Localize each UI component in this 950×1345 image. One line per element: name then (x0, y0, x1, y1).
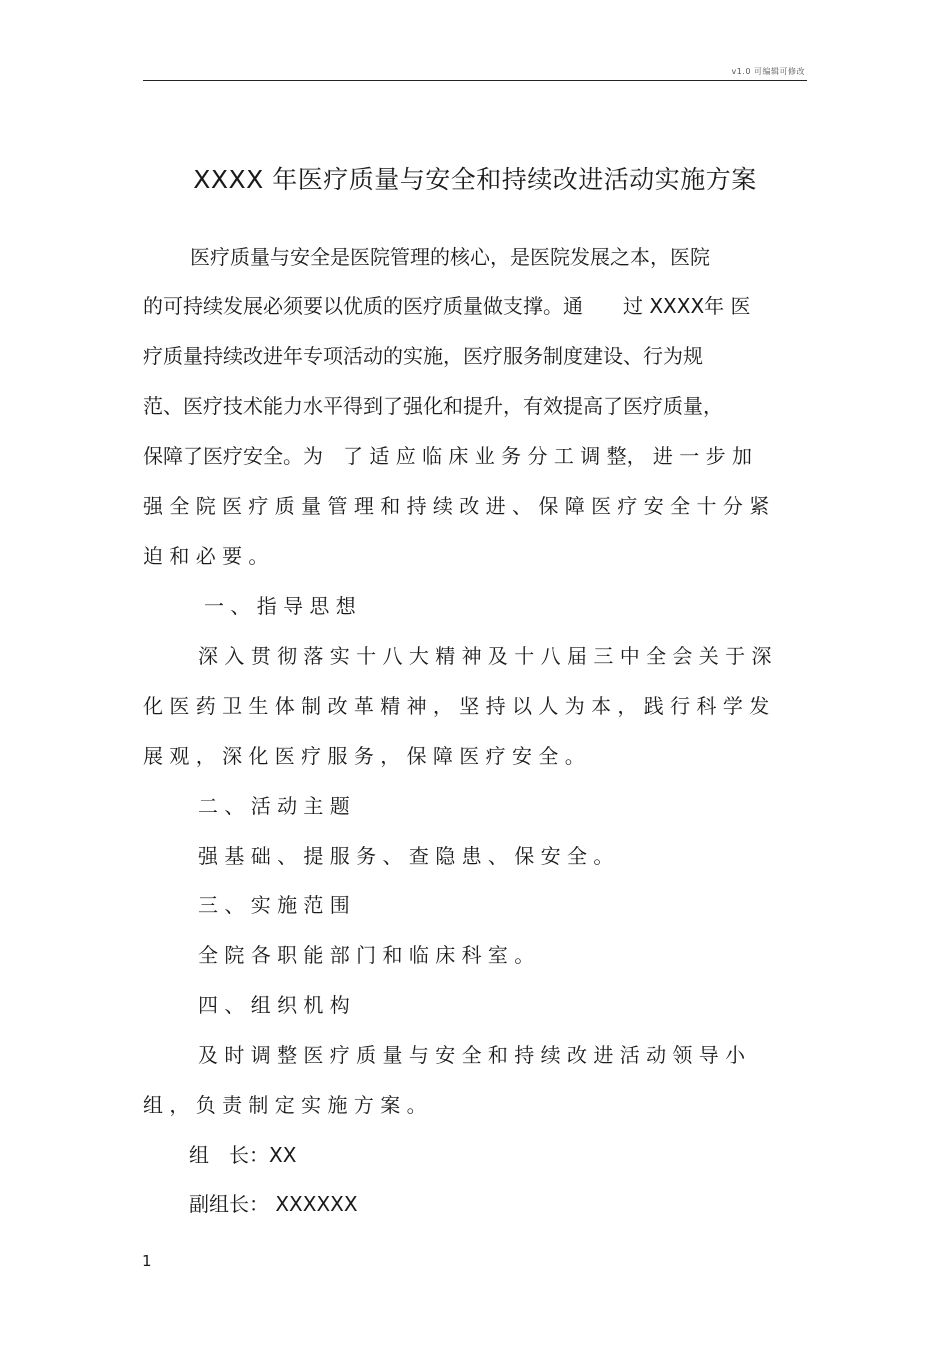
document-title: XXXX 年医疗质量与安全和持续改进活动实施方案 (193, 165, 757, 194)
intro-line-7: 迫 和 必 要 。 (143, 544, 269, 568)
intro-line-6: 强 全 院 医 疗 质 量 管 理 和 持 续 改 进 、 保 障 医 疗 安 全 十 分 紧 (143, 494, 770, 518)
section-heading-scope: 三 、 实 施 范 围 (198, 893, 350, 917)
deputy-leader-line: 副组长： XXXXXX (189, 1192, 358, 1216)
section2-text: 强 基 础 、 提 服 务 、 查 隐 患 、 保 安 全 。 (198, 844, 614, 868)
section-heading-activity-theme: 二 、 活 动 主 题 (198, 794, 350, 818)
section-heading-organization: 四 、 组 织 机 构 (198, 993, 350, 1017)
section1-line-3: 展 观 ， 深 化 医 疗 服 务 ， 保 障 医 疗 安 全 。 (143, 744, 585, 768)
intro-line-5: 保障了医疗安全。为 了 适 应 临 床 业 务 分 工 调 整， 进 一 步 加 (143, 444, 753, 468)
section4-line-1: 及 时 调 整 医 疗 质 量 与 安 全 和 持 续 改 进 活 动 领 导 小 (198, 1043, 746, 1067)
section-heading-guiding-ideology: 一 、 指 导 思 想 (204, 594, 356, 618)
intro-line-1: 医疗质量与安全是医院管理的核心，是医院发展之本，医院 (190, 245, 710, 269)
intro-line-4: 范、医疗技术能力水平得到了强化和提升，有效提高了医疗质量， (143, 394, 723, 418)
section1-line-1: 深 入 贯 彻 落 实 十 八 大 精 神 及 十 八 届 三 中 全 会 关 于 深 (198, 644, 772, 668)
section1-line-2: 化 医 药 卫 生 体 制 改 革 精 神 ， 坚 持 以 人 为 本 ， 践 行 科 学 发 (143, 694, 770, 718)
header-rule (143, 80, 807, 81)
section4-line-2: 组 ， 负 责 制 定 实 施 方 案 。 (143, 1093, 427, 1117)
section3-text: 全 院 各 职 能 部 门 和 临 床 科 室 。 (198, 943, 535, 967)
intro-line-2: 的可持续发展必须要以优质的医疗质量做支撑。通 过 XXXX年 医 (143, 294, 751, 318)
intro-line-3: 疗质量持续改进年专项活动的实施，医疗服务制度建设、行为规 (143, 344, 703, 368)
leader-line: 组 长：XX (189, 1143, 297, 1167)
version-tag: v1.0 可编辑可修改 (731, 67, 805, 76)
page-number: 1 (142, 1252, 152, 1270)
